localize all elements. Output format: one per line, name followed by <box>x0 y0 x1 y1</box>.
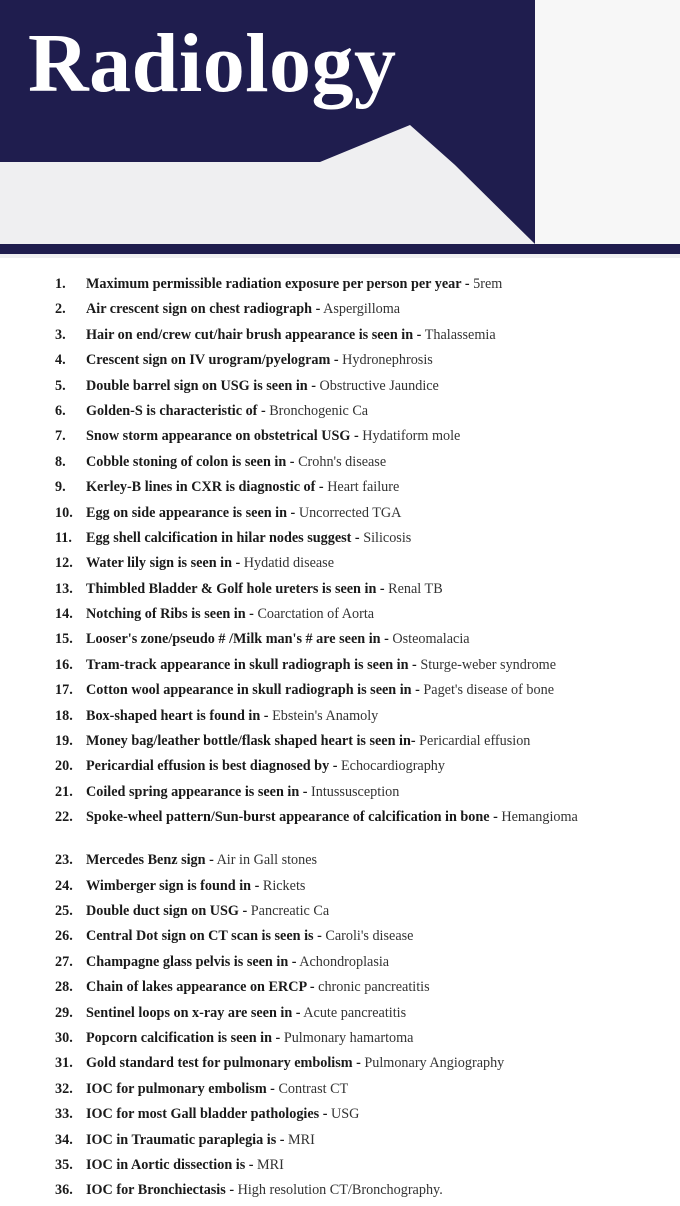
item-question: Spoke-wheel pattern/Sun-burst appearance of calcification in bone - <box>86 809 498 826</box>
list-item <box>0 427 680 452</box>
item-question: Looser's zone/pseudo # /Milk man's # are seen in - <box>86 631 389 648</box>
list-item <box>0 783 680 808</box>
list-item <box>0 580 680 605</box>
item-number: 13. <box>55 580 73 597</box>
list-item <box>0 877 680 902</box>
item-answer: Rickets <box>262 877 306 894</box>
item-question: IOC in Traumatic paraplegia is - <box>86 1131 285 1148</box>
item-answer: USG <box>331 1106 360 1123</box>
item-number: 9. <box>55 479 66 496</box>
list-item <box>0 453 680 478</box>
item-question: IOC in Aortic dissection is - <box>86 1156 254 1173</box>
item-answer: Crohn's disease <box>298 453 387 470</box>
item-number: 31. <box>55 1055 73 1072</box>
item-question: Cobble stoning of colon is seen in - <box>86 453 295 470</box>
item-question: Sentinel loops on x-ray are seen in - <box>86 1004 301 1021</box>
item-number: 36. <box>55 1182 73 1199</box>
item-answer: Paget's disease of bone <box>423 682 554 699</box>
item-number: 6. <box>55 402 66 419</box>
item-number: 10. <box>55 504 73 521</box>
item-answer: Contrast CT <box>278 1080 349 1097</box>
list-item <box>0 927 680 952</box>
item-question: Water lily sign is seen in - <box>86 555 241 572</box>
item-answer: Silicosis <box>363 529 412 546</box>
item-answer: Uncorrected TGA <box>298 504 402 521</box>
item-question: Notching of Ribs is seen in - <box>86 606 254 623</box>
item-number: 17. <box>55 682 73 699</box>
item-number: 20. <box>55 758 73 775</box>
item-answer: Renal TB <box>388 580 443 597</box>
item-answer: Osteomalacia <box>392 631 470 648</box>
item-answer: Hydatid disease <box>243 555 335 572</box>
list-item <box>0 554 680 579</box>
item-question: Snow storm appearance on obstetrical USG - <box>86 428 359 445</box>
item-answer: Caroli's disease <box>325 928 414 945</box>
item-question: Mercedes Benz sign - <box>86 852 214 869</box>
item-answer: Achondroplasia <box>299 953 390 970</box>
item-question: IOC for Bronchiectasis - <box>86 1182 235 1199</box>
item-answer: Pulmonary hamartoma <box>283 1029 414 1046</box>
item-answer: Air in Gall stones <box>216 852 318 869</box>
list-item <box>0 1105 680 1130</box>
page-title: Radiology <box>28 17 397 110</box>
item-number: 8. <box>55 453 66 470</box>
item-answer: Pancreatic Ca <box>250 902 330 919</box>
header-banner <box>0 0 680 258</box>
item-number: 18. <box>55 707 73 724</box>
item-question: Pericardial effusion is best diagnosed by - <box>86 758 338 775</box>
item-answer: Hemangioma <box>501 809 578 826</box>
list-item <box>0 504 680 529</box>
item-question: Crescent sign on IV urogram/pyelogram - <box>86 352 339 369</box>
item-answer: High resolution CT/Bronchography. <box>237 1182 443 1199</box>
item-question: Chain of lakes appearance on ERCP - <box>86 979 315 996</box>
list-item <box>0 681 680 706</box>
item-answer: Pulmonary Angiography <box>364 1055 505 1072</box>
list-item <box>0 275 680 300</box>
item-answer: Sturge-weber syndrome <box>420 656 557 673</box>
item-answer: Ebstein's Anamoly <box>272 707 379 724</box>
list-item <box>0 953 680 978</box>
item-number: 16. <box>55 656 73 673</box>
item-number: 12. <box>55 555 73 572</box>
item-question: Box-shaped heart is found in - <box>86 707 269 724</box>
item-number: 5. <box>55 377 66 394</box>
item-answer: Aspergilloma <box>323 301 401 318</box>
list-item <box>0 1054 680 1079</box>
item-number: 15. <box>55 631 73 648</box>
list-item <box>0 377 680 402</box>
item-number: 4. <box>55 352 66 369</box>
item-question: Money bag/leather bottle/flask shaped heart is seen in- <box>86 733 416 750</box>
item-number: 2. <box>55 301 66 318</box>
item-question: Thimbled Bladder & Golf hole ureters is seen in - <box>86 580 385 597</box>
item-question: Central Dot sign on CT scan is seen is - <box>86 928 322 945</box>
list-item <box>0 326 680 351</box>
item-number: 28. <box>55 979 73 996</box>
list-item <box>0 478 680 503</box>
item-number: 11. <box>55 529 72 546</box>
item-number: 33. <box>55 1106 73 1123</box>
list-item <box>0 902 680 927</box>
item-number: 3. <box>55 326 66 343</box>
item-answer: Bronchogenic Ca <box>269 402 369 419</box>
item-question: Tram-track appearance in skull radiograph is seen in - <box>86 656 417 673</box>
list-item <box>0 300 680 325</box>
item-number: 27. <box>55 953 73 970</box>
item-number: 7. <box>55 428 66 445</box>
item-question: Champagne glass pelvis is seen in - <box>86 953 297 970</box>
list-item <box>0 605 680 630</box>
item-number: 23. <box>55 852 73 869</box>
list-item <box>0 851 680 876</box>
item-number: 24. <box>55 877 73 894</box>
item-number: 30. <box>55 1029 73 1046</box>
item-answer: Thalassemia <box>424 326 496 343</box>
list-item <box>0 630 680 655</box>
item-question: Maximum permissible radiation exposure per person per year - <box>86 276 470 292</box>
item-number: 25. <box>55 902 73 919</box>
list-item <box>0 1004 680 1029</box>
item-number: 29. <box>55 1004 73 1021</box>
item-question: Coiled spring appearance is seen in - <box>86 783 308 800</box>
item-number: 34. <box>55 1131 73 1148</box>
list-item <box>0 402 680 427</box>
item-number: 22. <box>55 809 73 826</box>
question-answer-list <box>0 275 680 1206</box>
item-question: Hair on end/crew cut/hair brush appearance is seen in - <box>86 326 422 343</box>
item-question: Popcorn calcification is seen in - <box>86 1029 281 1046</box>
item-number: 19. <box>55 733 73 750</box>
list-item <box>0 1156 680 1181</box>
item-answer: Obstructive Jaundice <box>319 377 439 394</box>
list-item <box>0 656 680 681</box>
item-answer: 5rem <box>473 276 503 292</box>
item-answer: Heart failure <box>327 479 400 496</box>
item-number: 32. <box>55 1080 73 1097</box>
list-item <box>0 707 680 732</box>
list-item <box>0 529 680 554</box>
item-question: Double duct sign on USG - <box>86 902 248 919</box>
item-answer: Pericardial effusion <box>419 733 531 750</box>
item-answer: Echocardiography <box>341 758 445 775</box>
item-answer: Hydatiform mole <box>362 428 461 445</box>
item-question: Double barrel sign on USG is seen in - <box>86 377 316 394</box>
item-number: 14. <box>55 606 73 623</box>
item-question: Wimberger sign is found in - <box>86 877 260 894</box>
item-answer: Coarctation of Aorta <box>257 606 375 623</box>
item-number: 26. <box>55 928 73 945</box>
item-question: IOC for pulmonary embolism - <box>86 1080 275 1097</box>
list-item <box>0 1181 680 1206</box>
item-question: Cotton wool appearance in skull radiograph is seen in - <box>86 682 420 699</box>
item-answer: MRI <box>257 1156 284 1173</box>
item-answer: chronic pancreatitis <box>318 979 430 996</box>
item-question: Gold standard test for pulmonary embolism - <box>86 1055 361 1072</box>
list-item <box>0 1080 680 1105</box>
item-answer: MRI <box>288 1131 315 1148</box>
item-answer: Intussusception <box>311 783 400 800</box>
list-item <box>0 808 680 851</box>
list-item <box>0 351 680 376</box>
list-item <box>0 1029 680 1054</box>
item-question: Egg on side appearance is seen in - <box>86 504 296 521</box>
item-question: Golden-S is characteristic of - <box>86 402 266 419</box>
item-number: 21. <box>55 783 73 800</box>
item-question: IOC for most Gall bladder pathologies - <box>86 1106 328 1123</box>
item-answer: Hydronephrosis <box>342 352 433 369</box>
list-item <box>0 757 680 782</box>
list-item <box>0 732 680 757</box>
item-question: Kerley-B lines in CXR is diagnostic of - <box>86 479 324 496</box>
list-item <box>0 1131 680 1156</box>
item-question: Egg shell calcification in hilar nodes suggest - <box>86 529 360 546</box>
item-question: Air crescent sign on chest radiograph - <box>86 301 321 318</box>
item-number: 1. <box>55 276 66 292</box>
list-item <box>0 978 680 1003</box>
header-divider <box>0 244 680 254</box>
item-answer: Acute pancreatitis <box>303 1004 407 1021</box>
item-number: 35. <box>55 1156 73 1173</box>
